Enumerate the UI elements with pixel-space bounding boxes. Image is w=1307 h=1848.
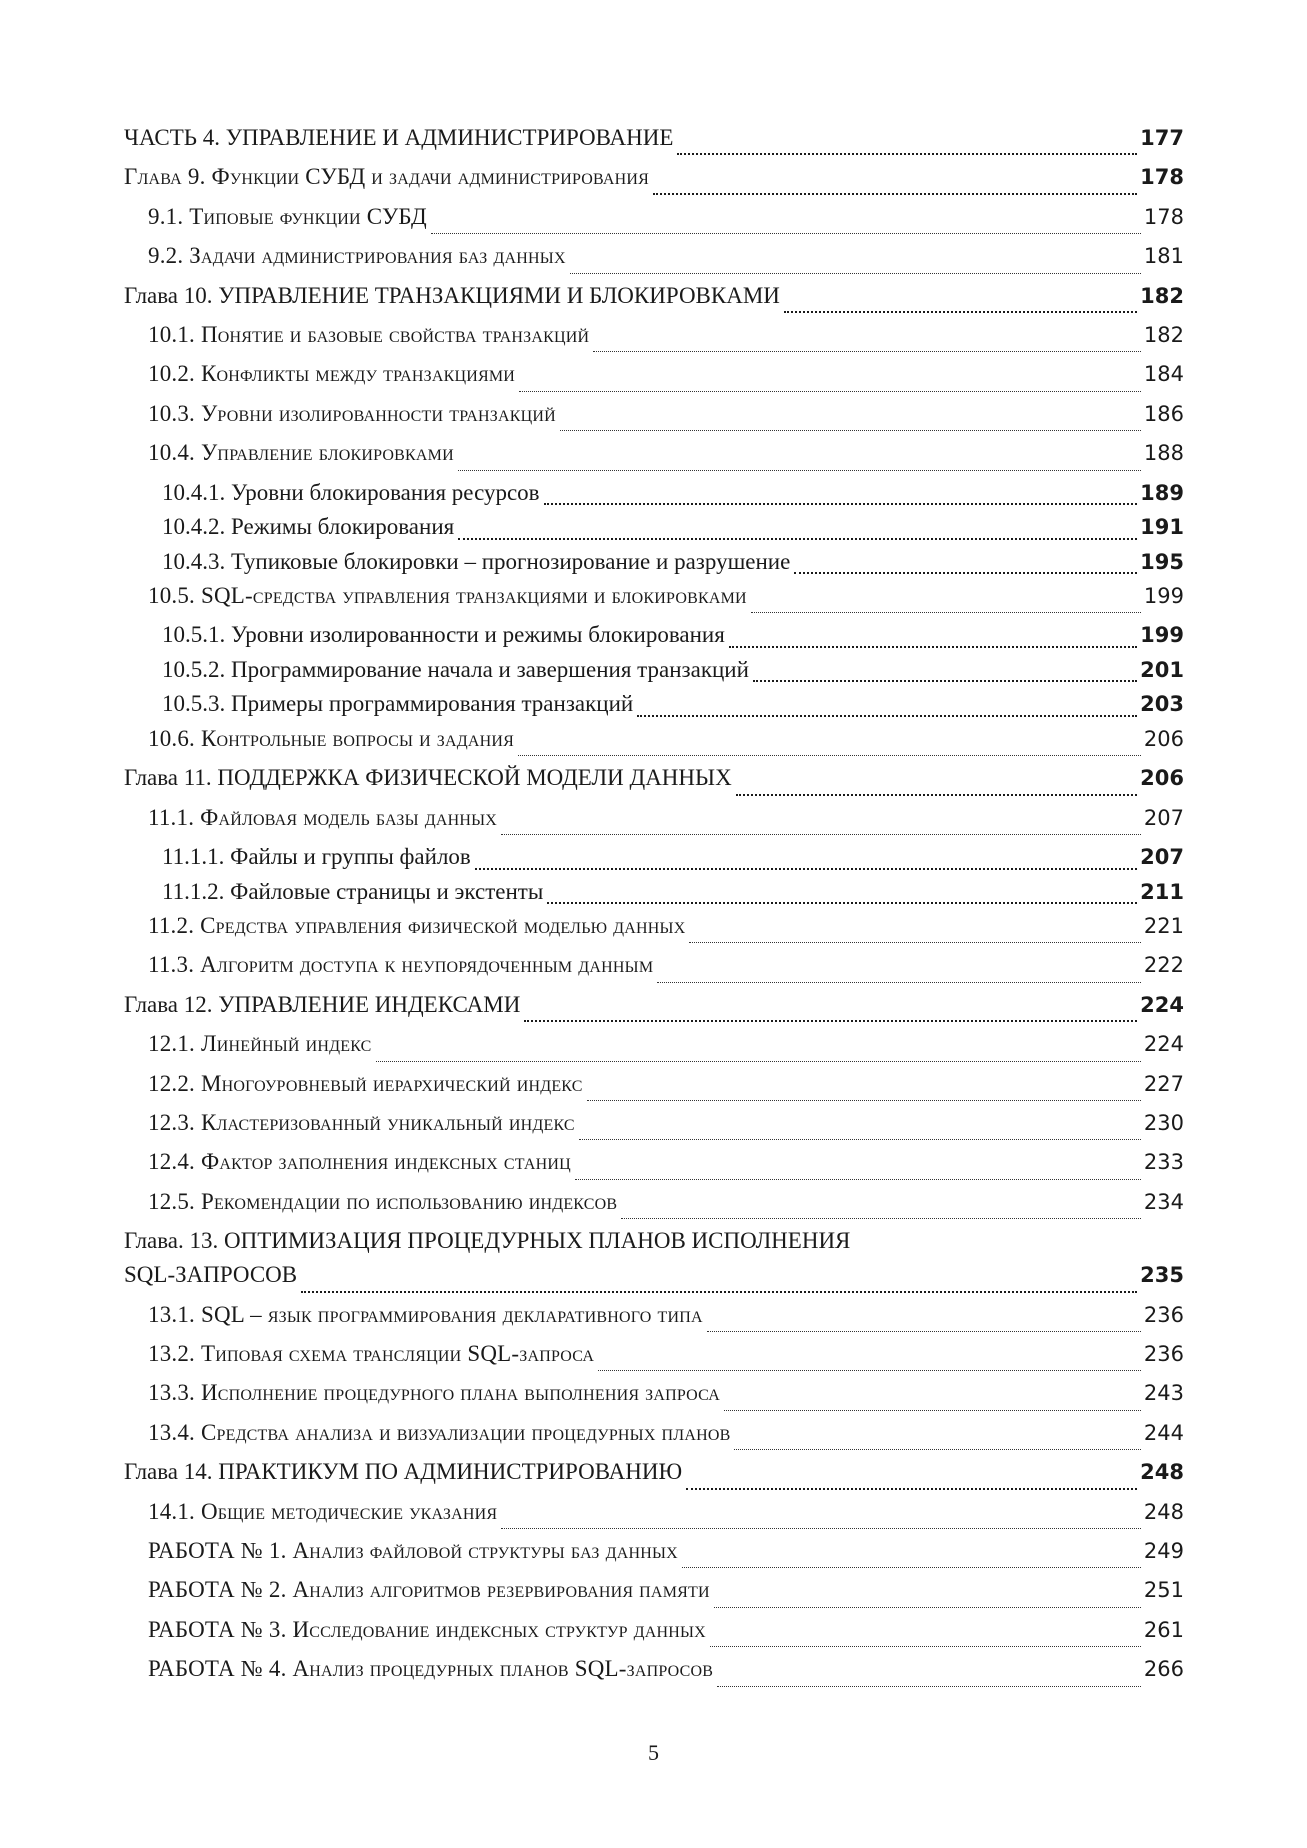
toc-entry — [124, 1110, 1184, 1149]
dot-leader — [301, 1262, 1137, 1301]
toc-entry-page: 235 — [1140, 1263, 1184, 1288]
toc-entry-page: 182 — [1143, 322, 1184, 347]
toc-entry-page: 243 — [1143, 1381, 1184, 1406]
toc-entry-title: Глава. 13. ОПТИМИЗАЦИЯ ПРОЦЕДУРНЫХ ПЛАНОВ ИСПОЛНЕНИЯ — [124, 1228, 851, 1254]
toc-entry-title: Глава 14. ПРАКТИКУМ ПО АДМИНИСТРИРОВАНИЮ — [124, 1459, 683, 1485]
toc-entry-title: РАБОТА № 2. Анализ алгоритмов резервирования памяти — [148, 1577, 710, 1603]
dot-leader — [724, 1380, 1141, 1419]
toc-entry-page: 221 — [1143, 914, 1184, 939]
toc-entry-page: 261 — [1143, 1617, 1184, 1642]
dot-leader — [657, 952, 1141, 991]
toc-entry — [124, 361, 1184, 400]
dot-leader — [717, 1656, 1141, 1695]
toc-entry-title: Глава 10. УПРАВЛЕНИЕ ТРАНЗАКЦИЯМИ И БЛОКИРОВКАМИ — [124, 282, 780, 308]
dot-leader — [560, 401, 1141, 440]
toc-entry-title: 10.5.2. Программирование начала и завершения транзакций — [162, 656, 749, 682]
toc-entry-title: 10.4.2. Режимы блокирования — [162, 514, 455, 540]
toc-entry-title: 10.2. Конфликты между транзакциями — [148, 361, 516, 387]
toc-entry-title: 9.1. Типовые функции СУБД — [148, 203, 427, 229]
toc-entry — [124, 1341, 1184, 1380]
toc-entry — [124, 322, 1184, 361]
toc-entry — [124, 952, 1184, 991]
toc-entry-page: 249 — [1143, 1538, 1184, 1563]
dot-leader — [458, 440, 1141, 479]
toc-entry-title: SQL-ЗАПРОСОВ — [124, 1262, 298, 1288]
toc-entry — [124, 1189, 1184, 1228]
dot-leader — [593, 322, 1141, 361]
dot-leader — [637, 691, 1137, 726]
toc-entry — [124, 726, 1184, 765]
toc-entry-page: 233 — [1143, 1150, 1184, 1175]
toc-entry-title: 11.2. Средства управления физической моделью данных — [148, 913, 686, 939]
dot-leader — [431, 204, 1141, 243]
toc-entry-page: 181 — [1143, 244, 1184, 269]
toc-entry-title: Глава 12. УПРАВЛЕНИЕ ИНДЕКСАМИ — [124, 991, 521, 1017]
dot-leader — [570, 243, 1141, 282]
page-number: 5 — [648, 1740, 659, 1765]
table-of-contents — [124, 125, 1184, 1696]
toc-entry — [124, 844, 1184, 879]
toc-entry-page: 182 — [1140, 283, 1184, 308]
toc-entry-title: 10.5.3. Примеры программирования транзакций — [162, 691, 634, 717]
toc-entry — [124, 1380, 1184, 1419]
dot-leader — [376, 1031, 1141, 1070]
toc-entry-title: 10.6. Контрольные вопросы и задания — [148, 725, 515, 751]
toc-entry-title: 9.2. Задачи администрирования баз данных — [148, 243, 566, 269]
dot-leader — [714, 1577, 1141, 1616]
toc-entry — [124, 913, 1184, 952]
dot-leader — [518, 726, 1141, 765]
toc-entry — [124, 480, 1184, 515]
dot-leader — [794, 549, 1137, 584]
toc-entry-page: 222 — [1143, 953, 1184, 978]
dot-leader — [784, 283, 1137, 322]
toc-entry — [124, 1577, 1184, 1616]
toc-entry-title: 10.1. Понятие и базовые свойства транзакций — [148, 321, 590, 347]
toc-entry-title: 10.5. SQL-средства управления транзакциями и блокировками — [148, 583, 747, 609]
dot-leader — [734, 1420, 1140, 1459]
dot-leader — [751, 583, 1141, 622]
toc-entry — [124, 879, 1184, 914]
toc-entry — [124, 805, 1184, 844]
toc-entry — [124, 1071, 1184, 1110]
dot-leader — [475, 844, 1137, 879]
toc-entry-page: 195 — [1140, 549, 1184, 574]
dot-leader — [598, 1341, 1141, 1380]
toc-entry — [124, 1302, 1184, 1341]
dot-leader — [686, 1459, 1137, 1498]
toc-entry — [124, 1499, 1184, 1538]
dot-leader — [524, 992, 1137, 1031]
toc-entry-page: 234 — [1143, 1189, 1184, 1214]
dot-leader — [653, 164, 1137, 203]
toc-entry-title: РАБОТА № 4. Анализ процедурных планов SQL-запросов — [148, 1656, 714, 1682]
toc-entry-title: 10.4. Управление блокировками — [148, 440, 454, 466]
toc-entry — [124, 514, 1184, 549]
toc-entry-title: 13.1. SQL – язык программирования декларативного типа — [148, 1301, 703, 1327]
toc-entry — [124, 1262, 1184, 1301]
dot-leader — [736, 765, 1137, 804]
toc-entry-page: 191 — [1140, 515, 1184, 540]
toc-entry — [124, 283, 1184, 322]
dot-leader — [682, 1538, 1141, 1577]
toc-entry-page: 248 — [1140, 1460, 1184, 1485]
toc-entry-page: 177 — [1140, 126, 1184, 150]
toc-entry — [124, 164, 1184, 203]
toc-entry-title: 11.1.2. Файловые страницы и экстенты — [162, 878, 544, 904]
dot-leader — [753, 657, 1137, 692]
dot-leader — [579, 1110, 1141, 1149]
toc-entry-page: 251 — [1143, 1578, 1184, 1603]
dot-leader — [710, 1617, 1141, 1656]
toc-entry-title: ЧАСТЬ 4. УПРАВЛЕНИЕ И АДМИНИСТРИРОВАНИЕ — [124, 125, 674, 150]
toc-entry-page: 186 — [1143, 401, 1184, 426]
dot-leader — [519, 361, 1141, 400]
toc-entry-title: 11.1. Файловая модель базы данных — [148, 804, 498, 830]
toc-entry-page: 224 — [1143, 1032, 1184, 1057]
toc-entry-title: 12.2. Многоуровневый иерархический индекс — [148, 1070, 583, 1096]
toc-entry-page: 199 — [1140, 623, 1184, 648]
toc-entry-page: 188 — [1143, 441, 1184, 466]
toc-entry-page: 203 — [1140, 692, 1184, 717]
toc-entry — [124, 691, 1184, 726]
dot-leader — [677, 125, 1137, 164]
toc-entry — [124, 1538, 1184, 1577]
toc-entry-title: 12.3. Кластеризованный уникальный индекс — [148, 1110, 575, 1136]
dot-leader — [621, 1189, 1141, 1228]
toc-entry-page: 236 — [1143, 1341, 1184, 1366]
toc-entry-title: 10.3. Уровни изолированности транзакций — [148, 400, 556, 426]
toc-entry — [124, 1656, 1184, 1695]
dot-leader — [547, 879, 1137, 914]
toc-entry — [124, 992, 1184, 1031]
toc-entry-title: 12.5. Рекомендации по использованию индексов — [148, 1188, 618, 1214]
dot-leader — [544, 480, 1138, 515]
toc-entry — [124, 243, 1184, 282]
dot-leader — [587, 1071, 1141, 1110]
toc-entry-title: 12.4. Фактор заполнения индексных станиц — [148, 1149, 571, 1175]
dot-leader — [707, 1302, 1141, 1341]
toc-entry — [124, 622, 1184, 657]
toc-entry — [124, 1617, 1184, 1656]
toc-entry-title: 10.4.3. Тупиковые блокировки – прогнозирование и разрушение — [162, 548, 791, 574]
toc-entry-page: 211 — [1140, 879, 1184, 904]
toc-entry-page: 207 — [1140, 845, 1184, 870]
toc-entry — [124, 657, 1184, 692]
toc-entry-title: 13.4. Средства анализа и визуализации процедурных планов — [148, 1419, 731, 1445]
toc-entry-title: 11.1.1. Файлы и группы файлов — [162, 844, 471, 870]
toc-entry — [124, 401, 1184, 440]
toc-entry-page: 230 — [1143, 1111, 1184, 1136]
toc-entry-title: 11.3. Алгоритм доступа к неупорядоченным данным — [148, 952, 654, 978]
toc-entry-title: 10.5.1. Уровни изолированности и режимы блокирования — [162, 622, 725, 648]
toc-entry-page: 199 — [1143, 584, 1184, 609]
dot-leader — [689, 913, 1140, 952]
toc-entry-page: 184 — [1143, 362, 1184, 387]
toc-entry-title: Глава 9. Функции СУБД и задачи администрирования — [124, 164, 650, 190]
toc-entry — [124, 1149, 1184, 1188]
toc-entry-page: 189 — [1140, 480, 1184, 505]
dot-leader — [575, 1149, 1141, 1188]
toc-entry-page: 178 — [1143, 204, 1184, 229]
dot-leader — [458, 514, 1137, 549]
toc-entry-title: 13.3. Исполнение процедурного плана выполнения запроса — [148, 1380, 720, 1406]
toc-entry-page: 201 — [1140, 657, 1184, 682]
toc-entry — [124, 765, 1184, 804]
dot-leader — [501, 1499, 1141, 1538]
toc-entry-page: 206 — [1140, 766, 1184, 791]
toc-entry — [124, 583, 1184, 622]
toc-entry-page: 207 — [1143, 805, 1184, 830]
toc-entry — [124, 1228, 1184, 1262]
toc-entry — [124, 1031, 1184, 1070]
toc-entry — [124, 204, 1184, 243]
dot-leader — [729, 622, 1137, 657]
toc-entry-title: РАБОТА № 1. Анализ файловой структуры баз данных — [148, 1537, 678, 1563]
toc-entry — [124, 125, 1184, 164]
toc-entry — [124, 440, 1184, 479]
toc-entry-page: 206 — [1143, 726, 1184, 751]
toc-entry-page: 266 — [1143, 1657, 1184, 1682]
toc-entry-page: 224 — [1140, 992, 1184, 1017]
toc-entry — [124, 1459, 1184, 1498]
toc-entry-title: РАБОТА № 3. Исследование индексных структур данных — [148, 1616, 706, 1642]
toc-entry-title: Глава 11. ПОДДЕРЖКА ФИЗИЧЕСКОЙ МОДЕЛИ ДАННЫХ — [124, 765, 732, 791]
toc-entry-page: 178 — [1140, 165, 1184, 190]
toc-entry — [124, 549, 1184, 584]
toc-entry-page: 248 — [1143, 1499, 1184, 1524]
toc-entry-page: 236 — [1143, 1302, 1184, 1327]
toc-entry-page: 244 — [1143, 1420, 1184, 1445]
toc-entry — [124, 1420, 1184, 1459]
toc-entry-title: 12.1. Линейный индекс — [148, 1031, 372, 1057]
dot-leader — [501, 805, 1141, 844]
toc-entry-title: 13.2. Типовая схема трансляции SQL-запроса — [148, 1340, 595, 1366]
toc-entry-title: 14.1. Общие методические указания — [148, 1498, 498, 1524]
toc-entry-page: 227 — [1143, 1071, 1184, 1096]
toc-entry-title: 10.4.1. Уровни блокирования ресурсов — [162, 479, 540, 505]
